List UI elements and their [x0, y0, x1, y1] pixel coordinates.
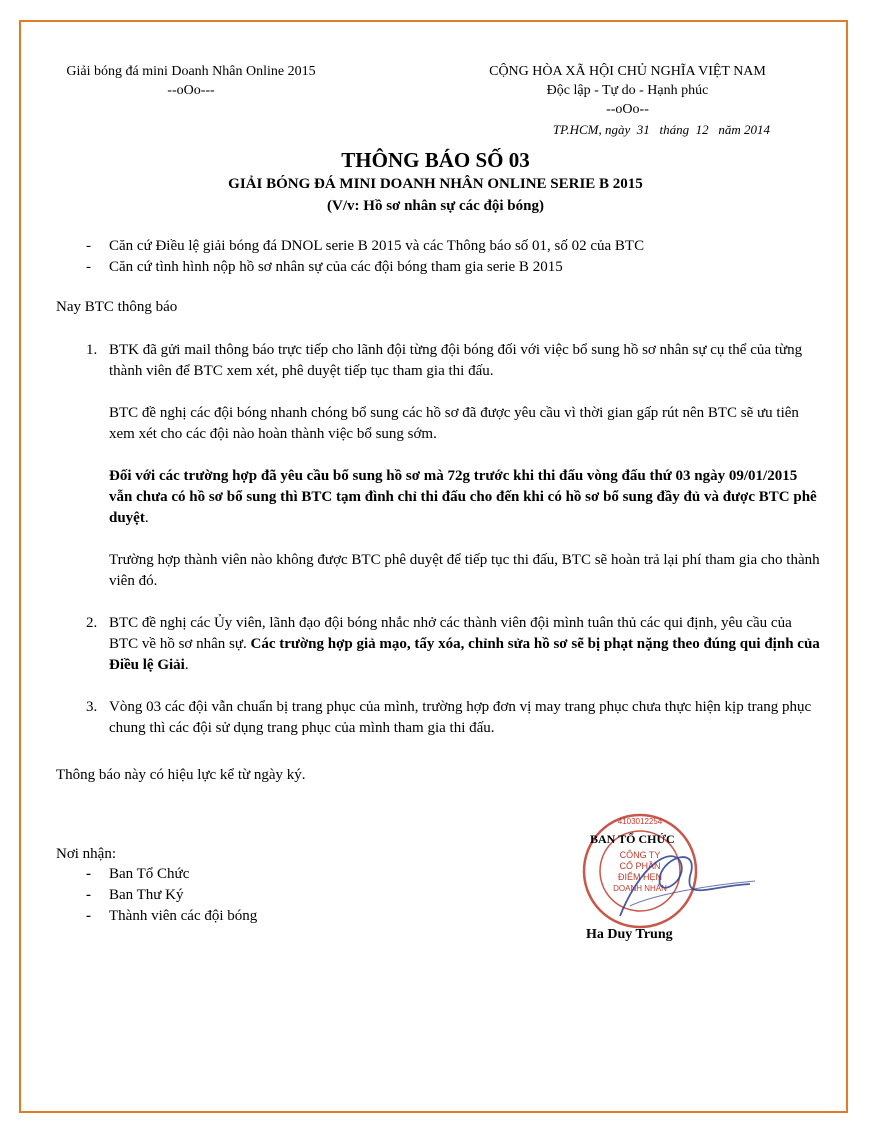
signature-name: Ha Duy Trung	[586, 927, 673, 942]
recipient-name: Thành viên các đội bóng	[109, 908, 258, 924]
bullet-dash: -	[86, 259, 91, 275]
bold-text: Các trường hợp giả mạo, tẩy xóa, chỉnh sửa hồ sơ sẽ bị phạt nặng theo đúng qui định của Điều lệ Giải	[109, 636, 820, 673]
issue-date: TP.HCM, ngày 31 tháng 12 năm 2014	[552, 122, 770, 137]
recipient-item	[86, 906, 257, 927]
recipients-list	[86, 864, 257, 927]
signature-role: BAN TỔ CHỨC	[590, 832, 675, 846]
bullet-dash: -	[86, 908, 91, 924]
basis-text: Căn cứ tình hình nộp hồ sơ nhân sự của các đội bóng tham gia serie B 2015	[109, 259, 563, 275]
period: .	[144, 510, 149, 526]
stamp-text: CÔNG TY	[619, 850, 661, 860]
basis-item	[86, 236, 806, 257]
notice-subject: (V/v: Hồ sơ nhân sự các đội bóng)	[327, 198, 544, 214]
national-motto: Độc lập - Tự do - Hạnh phúc	[546, 83, 709, 98]
organizer-name: Giải bóng đá mini Doanh Nhân Online 2015	[66, 64, 316, 79]
item-paragraph: BTC đề nghị các đội bóng nhanh chóng bổ sung các hồ sơ đã được yêu cầu vì thời gian gấp rút nên BTC sẽ ưu tiên xem xét cho các đội nào hoàn thành việc bổ sung sớm.	[109, 405, 799, 442]
bold-text: Đối với các trường hợp đã yêu cầu bổ sung hồ sơ mà 72g trước khi thi đấu vòng đấu thứ 03 ngày 09/01/2015 vẫn chưa có hồ sơ bổ sung thì BTC tạm đình chỉ thi đấu cho đến khi có hồ sơ bổ sung đầy đủ và được BTC phê duyệt	[109, 468, 817, 526]
bullet-dash: -	[86, 866, 91, 882]
bullet-dash: -	[86, 887, 91, 903]
recipient-name: Ban Thư Ký	[109, 887, 184, 903]
notice-title: THÔNG BÁO SỐ 03	[341, 148, 530, 172]
country-name: CỘNG HÒA XÃ HỘI CHỦ NGHĨA VIỆT NAM	[489, 64, 766, 79]
notice-item-1	[86, 340, 821, 613]
bullet-dash: -	[86, 238, 91, 254]
recipient-item	[86, 864, 257, 885]
period: .	[184, 657, 189, 673]
item-text: BTC đề nghị các Ủy viên, lãnh đạo đội bóng nhắc nhở các thành viên đội mình tuân thủ các qui định, yêu cầu của BTC về hồ sơ nhân sự.	[109, 615, 792, 652]
notice-subtitle: GIẢI BÓNG ĐÁ MINI DOANH NHÂN ONLINE SERIE B 2015	[228, 176, 643, 192]
item-paragraph-bold	[109, 466, 821, 529]
item-paragraph: BTK đã gửi mail thông báo trực tiếp cho lãnh đội từng đội bóng đối với việc bổ sung hồ sơ nhân sự cụ thể của từng thành viên để BTC xem xét, phê duyệt tiếp tục tham gia thi đấu.	[109, 342, 803, 379]
recipient-name: Ban Tổ Chức	[109, 866, 190, 882]
stamp-text: ĐIỂM HẸN	[617, 872, 663, 882]
recipient-item	[86, 885, 257, 906]
basis-item	[86, 257, 806, 278]
header-right-separator: --oOo--	[606, 102, 649, 117]
item-paragraph	[109, 613, 821, 676]
notice-item-3	[86, 697, 821, 760]
stamp-text: 4103012254	[617, 817, 663, 826]
notice-item-2	[86, 613, 821, 697]
recipients-title: Nơi nhận:	[56, 846, 117, 862]
item-paragraph: Vòng 03 các đội vẫn chuẩn bị trang phục của mình, trường hợp đơn vị may trang phục chưa thực hiện kịp trang phục chung thì các đội sử dụng trang phục của mình tham gia thi đấu.	[109, 699, 812, 736]
basis-list	[86, 236, 806, 278]
item-number: 3.	[86, 699, 98, 715]
company-stamp-icon	[560, 806, 760, 946]
stamp-text: DOANH NHÂN	[613, 884, 667, 893]
stamp-text: CỔ PHẦN	[619, 861, 661, 871]
effect-statement: Thông báo này có hiệu lực kể từ ngày ký.	[56, 767, 306, 783]
header-left	[56, 62, 326, 100]
item-number: 2.	[86, 615, 98, 631]
intro-text: Nay BTC thông báo	[56, 299, 178, 315]
basis-text: Căn cứ Điều lệ giải bóng đá DNOL serie B 2015 và các Thông báo số 01, số 02 của BTC	[109, 238, 645, 254]
notice-items	[86, 340, 821, 760]
item-number: 1.	[86, 342, 98, 358]
header-left-separator: --oOo---	[167, 83, 215, 98]
item-paragraph: Trường hợp thành viên nào không được BTC phê duyệt để tiếp tục thi đấu, BTC sẽ hoàn trả lại phí tham gia cho thành viên đó.	[109, 552, 820, 589]
header-right	[470, 62, 785, 119]
